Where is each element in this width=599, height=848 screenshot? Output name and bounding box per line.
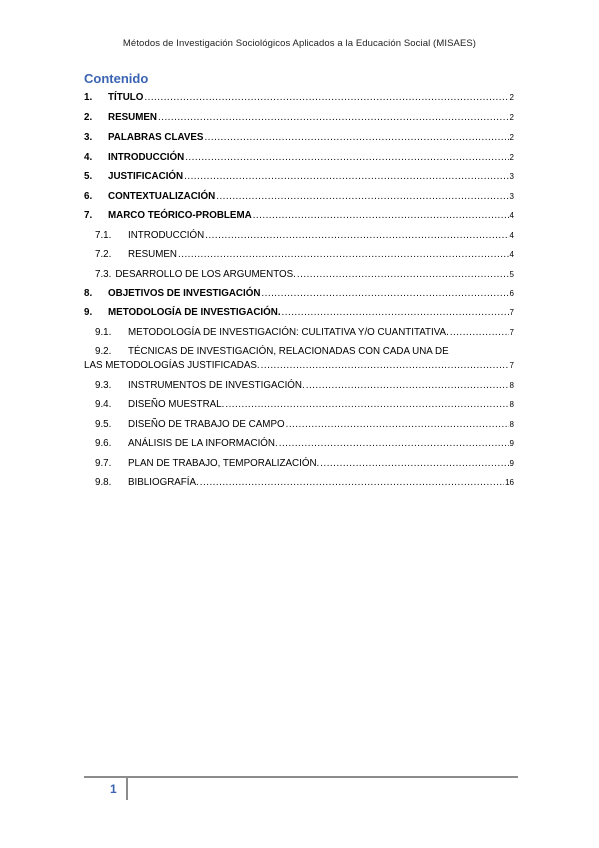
- page-ref: 9: [509, 459, 514, 468]
- toc-entry-2[interactable]: 2. RESUMEN ..... 2: [84, 112, 514, 124]
- toc-entry-9-2[interactable]: 9.2. TÉCNICAS DE INVESTIGACIÓN, RELACIONADAS CON CADA UNA DE LAS METODOLOGÍAS JUSTIFICADAS. ..... 7: [84, 345, 514, 373]
- page-ref: 3: [509, 192, 514, 201]
- toc-title: Contenido: [84, 71, 149, 86]
- page-ref: 4: [509, 250, 514, 259]
- page-ref: 8: [509, 400, 514, 409]
- toc-entry-3[interactable]: 3. PALABRAS CLAVES ..... 2: [84, 132, 514, 144]
- page-ref: 7: [509, 308, 514, 317]
- page-ref: 9: [509, 439, 514, 448]
- page-ref: 5: [509, 270, 514, 279]
- page-ref: 4: [509, 211, 514, 220]
- page-ref: 7: [509, 361, 514, 370]
- toc-entry-7-3[interactable]: 7.3. DESARROLLO DE LOS ARGUMENTOS. ..... 5: [84, 269, 514, 281]
- page-ref: 6: [509, 289, 514, 298]
- toc-entry-4[interactable]: 4. INTRODUCCIÓN ..... 2: [84, 152, 514, 164]
- page-ref: 3: [509, 172, 514, 181]
- toc-entry-8[interactable]: 8. OBJETIVOS DE INVESTIGACIÓN ..... 6: [84, 288, 514, 300]
- toc-entry-9-7[interactable]: 9.7. PLAN DE TRABAJO, TEMPORALIZACIÓN. ..... 9: [84, 458, 514, 470]
- toc-entry-6[interactable]: 6. CONTEXTUALIZACIÓN ..... 3: [84, 191, 514, 203]
- page-ref: 2: [509, 93, 514, 102]
- running-header: Métodos de Investigación Sociológicos Aplicados a la Educación Social (MISAES): [122, 38, 477, 49]
- page-ref: 2: [509, 153, 514, 162]
- toc-entry-9-8[interactable]: 9.8. BIBLIOGRAFÍA. ..... 16: [84, 477, 514, 489]
- page-number: 1: [110, 782, 117, 796]
- footer-divider: [126, 778, 128, 800]
- toc-entry-9-3[interactable]: 9.3. INSTRUMENTOS DE INVESTIGACIÓN. ..... 8: [84, 380, 514, 392]
- page-ref: 7: [509, 328, 514, 337]
- toc-entry-9-5[interactable]: 9.5. DISEÑO DE TRABAJO DE CAMPO ..... 8: [84, 419, 514, 431]
- page-ref: 2: [509, 133, 514, 142]
- toc-entry-1[interactable]: 1. TÍTULO ..... 2: [84, 92, 514, 104]
- page-ref: 2: [509, 113, 514, 122]
- toc-entry-9[interactable]: 9. METODOLOGÍA DE INVESTIGACIÓN. ..... 7: [84, 307, 514, 319]
- toc-entry-5[interactable]: 5. JUSTIFICACIÓN ..... 3: [84, 171, 514, 183]
- toc-entry-7-2[interactable]: 7.2. RESUMEN ..... 4: [84, 249, 514, 261]
- page-ref: 8: [509, 420, 514, 429]
- toc-entry-9-4[interactable]: 9.4. DISEÑO MUESTRAL. ..... 8: [84, 399, 514, 411]
- toc-entry-7[interactable]: 7. MARCO TEÓRICO-PROBLEMA ..... 4: [84, 210, 514, 222]
- toc-entry-9-1[interactable]: 9.1. METODOLOGÍA DE INVESTIGACIÓN: CULITATIVA Y/O CUANTITATIVA. ..... 7: [84, 327, 514, 339]
- page-ref: 16: [505, 478, 514, 487]
- toc-entry-9-6[interactable]: 9.6. ANÁLISIS DE LA INFORMACIÓN. ..... 9: [84, 438, 514, 450]
- footer-rule: [84, 776, 518, 778]
- toc-entry-7-1[interactable]: 7.1. INTRODUCCIÓN ..... 4: [84, 230, 514, 242]
- page-ref: 4: [509, 231, 514, 240]
- page-ref: 8: [509, 381, 514, 390]
